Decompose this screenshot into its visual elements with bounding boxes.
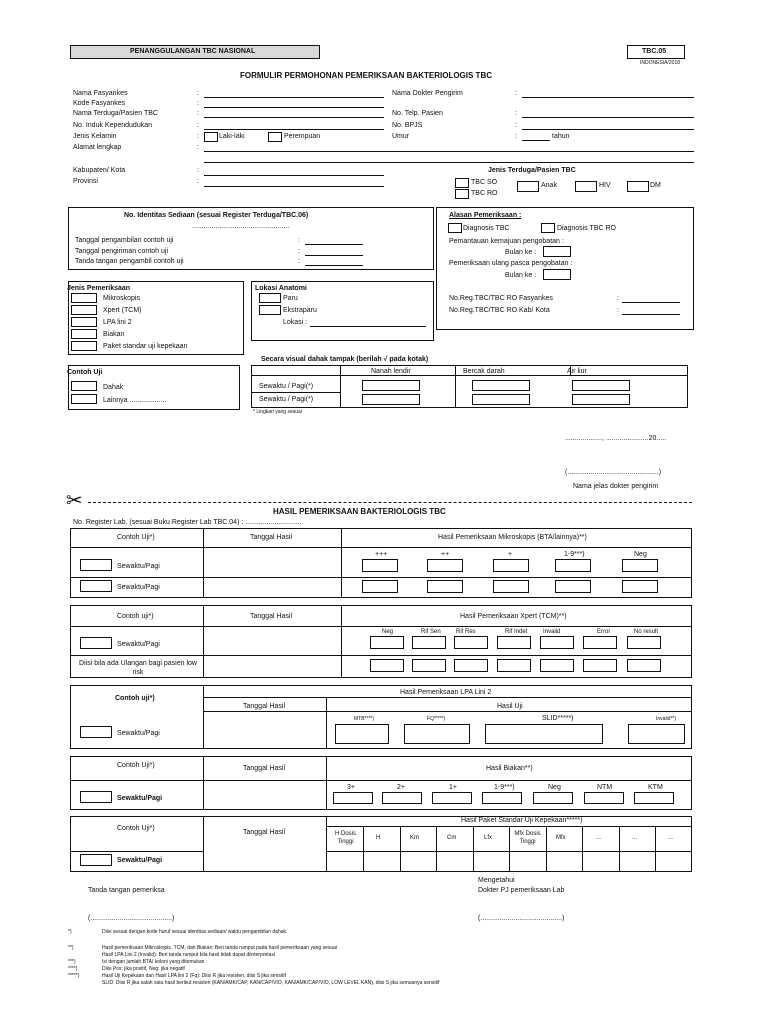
- checkbox-paket-sample[interactable]: [80, 854, 112, 866]
- biakan-contoh-uji: Contoh Uji*): [117, 762, 155, 769]
- field-tgl-ambil[interactable]: [305, 244, 363, 245]
- colon: :: [515, 90, 517, 97]
- label-reg-fasy: No.Reg.TBC/TBC RO Fasyankes: [449, 295, 553, 302]
- label-dokter: Nama Dokter Pengirim: [392, 90, 463, 97]
- note-mark-1: *): [68, 929, 72, 935]
- label-lpa: LPA lini 2: [103, 319, 132, 326]
- biakan-c2[interactable]: [382, 792, 422, 804]
- mikro-r2-c5[interactable]: [622, 580, 658, 593]
- visual-col-bercak: Bercak darah: [463, 368, 505, 375]
- paket-sewaktu: Sewaktu/Pagi: [117, 857, 163, 864]
- note-text-6: Hasil Uji Kepekaan dan Hasil LPA lini 2 (Fq): Diisi R jika resisten, diisi S jika sensitif: [102, 973, 286, 979]
- checkbox-tbc-so[interactable]: [455, 178, 469, 188]
- paket-col-mfxdt: Mfx Dosis Tinggi: [514, 831, 541, 845]
- paket-col-etc3: ...: [668, 835, 674, 841]
- divider: [326, 697, 327, 749]
- field-reg-fasy[interactable]: [622, 302, 680, 303]
- lpa-mtb-box[interactable]: [335, 724, 389, 744]
- note-mark-6: *****): [68, 973, 80, 979]
- paket-tgl-hasil: Tanggal Hasil: [243, 829, 286, 836]
- checkbox-nanah-1[interactable]: [362, 380, 420, 391]
- visual-row-1: Sewaktu / Pagi(*): [259, 383, 314, 390]
- biakan-tgl-hasil: Tanggal Hasil: [243, 765, 286, 772]
- mikro-r1-c4[interactable]: [555, 559, 591, 572]
- divider: [70, 626, 692, 627]
- visual-col-air: Air liur: [567, 368, 587, 375]
- field-ttd-pengambil[interactable]: [305, 265, 363, 266]
- xpert-r1-c6[interactable]: [583, 636, 617, 649]
- divider: [473, 826, 474, 872]
- contoh-uji-title: Contoh Uji: [67, 369, 103, 376]
- bracket-dokter-pj[interactable]: (..........................................): [478, 915, 565, 922]
- field-reg-kab[interactable]: [622, 314, 680, 315]
- colon: :: [298, 248, 300, 255]
- xpert-col-rifres: Rif Res: [456, 629, 476, 635]
- checkbox-air-2[interactable]: [572, 394, 630, 405]
- dokter-pj: Dokter PJ pemeriksaan Lab: [478, 887, 565, 894]
- label-mikroskopis: Mikroskopis: [103, 295, 140, 302]
- lpa-invalid-box[interactable]: [628, 724, 685, 744]
- checkbox-mikro-sample-1[interactable]: [80, 559, 112, 571]
- biakan-c4[interactable]: [482, 792, 522, 804]
- paket-contoh-uji: Contoh Uji*): [117, 825, 155, 832]
- mikro-col-1-9: 1-9***): [564, 551, 585, 558]
- divider: [70, 547, 692, 548]
- checkbox-bercak-2[interactable]: [472, 394, 530, 405]
- checkbox-ekstraparu[interactable]: [259, 305, 281, 315]
- mikro-title: Hasil Pemeriksaan Mikroskopis (BTA/lainnya)**): [438, 534, 587, 541]
- xpert-r2-c4[interactable]: [497, 659, 531, 672]
- xpert-r2-c5[interactable]: [540, 659, 574, 672]
- biakan-col-ntm: NTM: [597, 784, 613, 791]
- biakan-sewaktu: Sewaktu/Pagi: [117, 795, 163, 802]
- checkbox-paket[interactable]: [71, 341, 97, 351]
- checkbox-lainnya[interactable]: [71, 394, 97, 404]
- label-alamat: Alamat lengkap: [73, 144, 122, 151]
- checkbox-hiv[interactable]: [575, 181, 597, 192]
- divider: [70, 780, 692, 781]
- mikro-r2-c3[interactable]: [493, 580, 529, 593]
- divider: [582, 826, 583, 872]
- label-hiv: HIV: [599, 182, 611, 189]
- xpert-r1-c3[interactable]: [454, 636, 488, 649]
- note-text-1: Diisi sesuai dengan kode huruf sesuai identitas sediaan/ waktu pengambilan dahak.: [102, 929, 288, 935]
- biakan-col-1plus: 1+: [449, 784, 457, 791]
- paket-section: [70, 816, 692, 872]
- field-nama-fasyankes[interactable]: [204, 97, 384, 98]
- label-bulan1: Bulan ke :: [505, 249, 537, 256]
- paket-col-cm: Cm: [447, 835, 457, 841]
- note-text-7: SLID: Diisi R jika salah satu hasil berikut resisten (KAN/AMK/CAP, KAN/CAP/VIO, KAN/AMK/CAP/VIO, LOW LEVEL KAN), diisi S jika semuanya sensitif: [102, 980, 440, 986]
- mikro-tgl-hasil: Tanggal Hasil: [250, 534, 293, 541]
- divider: [251, 392, 340, 393]
- checkbox-bercak-1[interactable]: [472, 380, 530, 391]
- note-text-5: Diisi Pos: jika positif, Neg: jika negatif: [102, 966, 185, 972]
- colon: :: [617, 295, 619, 302]
- field-lokasi[interactable]: [310, 326, 426, 327]
- field-umur[interactable]: [522, 140, 550, 141]
- checkbox-lpa[interactable]: [71, 317, 97, 327]
- label-tgl-kirim: Tanggal pengiriman contoh uji: [75, 248, 169, 255]
- divider: [436, 826, 437, 872]
- xpert-sewaktu: Sewaktu/Pagi: [117, 641, 160, 648]
- field-alamat[interactable]: [204, 151, 694, 152]
- jenis-terduga-title: Jenis Terduga/Pasien TBC: [488, 167, 576, 174]
- colon: :: [617, 307, 619, 314]
- xpert-r1-c5[interactable]: [540, 636, 574, 649]
- checkbox-xpert-sample-1[interactable]: [80, 637, 112, 649]
- mikro-r2-c4[interactable]: [555, 580, 591, 593]
- xpert-r1-c7[interactable]: [627, 636, 661, 649]
- mikro-col-neg: Neg: [634, 551, 647, 558]
- xpert-r2-c2[interactable]: [412, 659, 446, 672]
- divider: [619, 826, 620, 872]
- checkbox-xpert[interactable]: [71, 305, 97, 315]
- paket-col-km: Km: [410, 835, 419, 841]
- signature-date[interactable]: ..................., ......................20.....: [565, 435, 667, 442]
- lpa-tgl-hasil: Tanggal Hasil: [243, 703, 286, 710]
- colon: :: [197, 167, 199, 174]
- label-diag-tbc: Diagnosis TBC: [463, 225, 510, 232]
- jenis-pemeriksaan-title: Jenis Pemeriksaan: [67, 285, 131, 292]
- checkbox-lpa-sample[interactable]: [80, 726, 112, 738]
- mikro-sewaktu-1: Sewaktu/Pagi: [117, 563, 160, 570]
- checkbox-dm[interactable]: [627, 181, 649, 192]
- colon: :: [197, 122, 199, 129]
- label-jenis-kelamin: Jenis Kelamin: [73, 133, 117, 140]
- lpa-col-invalid: Invalid**): [656, 716, 677, 722]
- divider: [203, 756, 204, 810]
- lpa-col-slid: SLID*****): [542, 715, 574, 722]
- note-mark-5: ****): [68, 966, 78, 972]
- sediaan-dots[interactable]: ..................................................: [192, 223, 290, 230]
- lpa-contoh-uji: Contoh uji*): [115, 695, 155, 702]
- colon: :: [197, 100, 199, 107]
- mikro-r2-c2[interactable]: [427, 580, 463, 593]
- xpert-col-invalid: Invalid: [543, 629, 561, 635]
- colon: :: [298, 237, 300, 244]
- xpert-r2-c3[interactable]: [454, 659, 488, 672]
- note-text-3: Hasil LPA Lini 2 (Invalid): Beri tanda rumput bila hasil tidak dapat diinterpretasi: [102, 952, 276, 958]
- label-tgl-ambil: Tanggal pengambilan contoh uji: [75, 237, 174, 244]
- divider: [203, 605, 204, 678]
- xpert-r1-c4[interactable]: [497, 636, 531, 649]
- form-title: FORMULIR PERMOHONAN PEMERIKSAAN BAKTERIOLOGIS TBC: [240, 71, 492, 80]
- lpa-hasil-uji: Hasil Uji: [497, 703, 523, 710]
- divider: [341, 528, 342, 598]
- mikro-col-3plus: +++: [375, 551, 388, 558]
- label-paru: Paru: [283, 295, 298, 302]
- label-tahun: tahun: [552, 133, 570, 140]
- paket-col-h: H: [376, 835, 381, 841]
- biakan-c3[interactable]: [432, 792, 472, 804]
- note-text-4: Isi dengan jumlah BTA/ koloni yang ditemukan: [102, 959, 205, 965]
- label-dm: DM: [650, 182, 661, 189]
- label-tbc-ro: TBC RO: [471, 190, 498, 197]
- field-kode-fasyankes[interactable]: [204, 107, 384, 108]
- lpa-fq-box[interactable]: [404, 724, 470, 744]
- label-nama-terduga: Nama Terduga/Pasien TBC: [73, 110, 158, 117]
- label-bpjs: No. BPJS: [392, 122, 423, 129]
- label-lokasi: Lokasi :: [283, 319, 308, 326]
- divider: [203, 685, 204, 749]
- checkbox-diag-ro[interactable]: [541, 223, 555, 233]
- colon: :: [197, 133, 199, 140]
- xpert-col-neg: Neg: [382, 629, 394, 635]
- mikro-sewaktu-2: Sewaktu/Pagi: [117, 584, 160, 591]
- label-umur: Umur: [392, 133, 410, 140]
- lpa-col-fq: FQ*****): [427, 716, 446, 722]
- field-bpjs[interactable]: [522, 129, 694, 130]
- cut-line: [88, 502, 692, 503]
- colon: :: [197, 178, 199, 185]
- biakan-c5[interactable]: [533, 792, 573, 804]
- ttd-pemeriksa: Tanda tangan pemeriksa: [88, 887, 165, 894]
- checkbox-perempuan[interactable]: [268, 132, 282, 142]
- field-provinsi[interactable]: [204, 186, 384, 187]
- field-kabupaten[interactable]: [204, 175, 384, 176]
- divider: [341, 605, 342, 678]
- label-dahak: Dahak: [103, 384, 124, 391]
- label-laki: Laki-laki: [219, 133, 245, 140]
- field-tgl-kirim[interactable]: [305, 255, 363, 256]
- divider: [203, 528, 204, 598]
- lokasi-title: Lokasi Anatomi: [255, 285, 307, 292]
- sediaan-title: No. Identitas Sediaan (sesuai Register Terduga/TBC.06): [124, 212, 309, 219]
- colon: :: [515, 133, 517, 140]
- biakan-col-2plus: 2+: [397, 784, 405, 791]
- checkbox-laki[interactable]: [204, 132, 218, 142]
- biakan-c7[interactable]: [634, 792, 674, 804]
- xpert-col-rifsen: Rif Sen: [421, 629, 441, 635]
- xpert-title: Hasil Pemeriksaan Xpert (TCM)**): [460, 613, 567, 620]
- checkbox-biakan[interactable]: [71, 329, 97, 339]
- label-ulang: Pemeriksaan ulang pasca pengobatan :: [449, 260, 573, 267]
- label-paket: Paket standar uji kepekaan: [103, 343, 188, 350]
- paket-col-lfx: Lfx: [484, 835, 493, 841]
- colon: :: [197, 144, 199, 151]
- checkbox-paru[interactable]: [259, 293, 281, 303]
- divider: [363, 826, 364, 872]
- xpert-col-noresult: No result: [634, 629, 659, 635]
- paket-col-hdt: H Dosis Tinggi: [334, 831, 356, 845]
- label-lainnya: Lainnya ...................: [103, 397, 167, 404]
- divider: [70, 655, 692, 656]
- divider: [203, 697, 692, 698]
- visual-title: Secara visual dahak tampak (berilah √ pada kotak): [261, 356, 429, 363]
- field-dokter[interactable]: [522, 97, 694, 98]
- lpa-title: Hasil Pemeriksaan LPA Lini 2: [400, 689, 492, 696]
- alasan-title: Alasan Pemeriksaan :: [449, 212, 522, 219]
- xpert-r1-c1[interactable]: [370, 636, 404, 649]
- checkbox-anak[interactable]: [517, 181, 539, 192]
- xpert-note: Diisi bila ada Ulangan bagi pasien low risk: [79, 660, 197, 676]
- field-alamat-2[interactable]: [204, 162, 694, 163]
- mikro-r1-c3[interactable]: [493, 559, 529, 572]
- checkbox-tbc-ro[interactable]: [455, 189, 469, 199]
- paket-col-mfx: Mfx: [556, 835, 566, 841]
- mikro-r1-c1[interactable]: [362, 559, 398, 572]
- xpert-r1-c2[interactable]: [412, 636, 446, 649]
- visual-footnote: * Lingkari yang sesuai: [253, 409, 302, 415]
- colon: :: [197, 90, 199, 97]
- label-ttd-pengambil: Tanda tangan pengambil contoh uji: [75, 258, 184, 265]
- divider: [203, 711, 692, 712]
- checkbox-mikroskopis[interactable]: [71, 293, 97, 303]
- divider: [326, 756, 327, 810]
- label-anak: Anak: [541, 182, 557, 189]
- mengetahui: Mengetahui: [478, 877, 515, 884]
- label-diag-ro: Diagnosis TBC RO: [557, 225, 617, 232]
- field-bulan2[interactable]: [543, 269, 571, 280]
- label-xpert: Xpert (TCM): [103, 307, 142, 314]
- divider: [326, 816, 327, 872]
- divider: [203, 816, 204, 872]
- colon: :: [515, 110, 517, 117]
- visual-row-2: Sewaktu / Pagi(*): [259, 396, 314, 403]
- paket-col-etc2: ...: [632, 835, 638, 841]
- country-year: INDONESIA/2018: [640, 60, 681, 66]
- lpa-col-mtb: MTB****): [354, 716, 375, 722]
- program-name: PENANGGULANGAN TBC NASIONAL: [130, 48, 256, 55]
- field-nik[interactable]: [204, 129, 384, 130]
- divider: [70, 851, 203, 852]
- biakan-c6[interactable]: [584, 792, 624, 804]
- hasil-title: HASIL PEMERIKSAAN BAKTERIOLOGIS TBC: [273, 507, 446, 516]
- note-mark-4: ***): [68, 959, 76, 965]
- checkbox-biakan-sample[interactable]: [80, 791, 112, 803]
- label-biakan: Biakan: [103, 331, 125, 338]
- divider: [455, 365, 456, 408]
- paket-col-etc1: ...: [596, 835, 602, 841]
- divider: [70, 577, 692, 578]
- divider: [546, 826, 547, 872]
- biakan-title: Hasil Biakan**): [486, 765, 533, 772]
- xpert-contoh-uji: Contoh uji*): [117, 613, 154, 620]
- mikro-r1-c5[interactable]: [622, 559, 658, 572]
- biakan-col-3plus: 3+: [347, 784, 355, 791]
- note-text-2: Hasil pemeriksaan Mikroskopis, TCM, dan Biakan: Beri tanda rumput pada hasil pemeriksaan yang sesuai: [102, 945, 338, 951]
- scissors-icon: ✂: [66, 490, 83, 512]
- xpert-r2-c6[interactable]: [583, 659, 617, 672]
- label-tbc-so: TBC SO: [471, 179, 498, 186]
- lpa-slid-box[interactable]: [485, 724, 603, 744]
- checkbox-mikro-sample-2[interactable]: [80, 580, 112, 592]
- label-nama-fasyankes: Nama Fasyankes: [73, 90, 128, 97]
- lpa-sewaktu: Sewaktu/Pagi: [117, 730, 160, 737]
- biakan-c1[interactable]: [333, 792, 373, 804]
- xpert-col-rifindet: Rif Indet: [505, 629, 528, 635]
- mikro-col-1plus: +: [508, 551, 513, 558]
- biakan-col-neg: Neg: [548, 784, 561, 791]
- checkbox-air-1[interactable]: [572, 380, 630, 391]
- label-pemantauan: Pemantauan kemajuan pengobatan :: [449, 238, 564, 245]
- colon: :: [515, 122, 517, 129]
- label-bulan2: Bulan ke :: [505, 272, 537, 279]
- biakan-col-1-9: 1-9***): [494, 784, 515, 791]
- checkbox-nanah-2[interactable]: [362, 394, 420, 405]
- label-provinsi: Provinsi: [73, 178, 98, 185]
- divider: [400, 826, 401, 872]
- label-kabupaten: Kabupaten/ Kota: [73, 167, 126, 174]
- field-telp[interactable]: [522, 117, 694, 118]
- mikro-r1-c2[interactable]: [427, 559, 463, 572]
- signature-name: Nama jelas dokter pengirim: [573, 483, 659, 490]
- field-bulan1[interactable]: [543, 246, 571, 257]
- label-perempuan: Perempuan: [284, 133, 321, 140]
- form-code: TBC.05: [642, 48, 667, 55]
- note-mark-2: **): [68, 945, 74, 951]
- colon: :: [197, 110, 199, 117]
- xpert-r2-c1[interactable]: [370, 659, 404, 672]
- bracket-pemeriksa[interactable]: (..........................................): [88, 915, 175, 922]
- divider: [340, 365, 341, 408]
- signature-bracket[interactable]: (...............................................): [565, 469, 662, 476]
- xpert-tgl-hasil: Tanggal Hasil: [250, 613, 293, 620]
- label-kode-fasyankes: Kode Fasyankes: [73, 100, 126, 107]
- hasil-reg-lab: No. Register Lab. (sesuai Buku Register Lab TBC.04) : .............................: [73, 519, 302, 526]
- checkbox-diag-tbc[interactable]: [448, 223, 462, 233]
- xpert-col-error: Error: [597, 629, 611, 635]
- visual-col-nanah: Nanah lendir: [371, 368, 411, 375]
- colon: :: [298, 258, 300, 265]
- label-reg-kab: No.Reg.TBC/TBC RO Kab/ Kota: [449, 307, 550, 314]
- label-nik: No. Induk Kependudukan: [73, 122, 153, 129]
- mikro-col-2plus: ++: [441, 551, 450, 558]
- checkbox-dahak[interactable]: [71, 381, 97, 391]
- field-nama-terduga[interactable]: [204, 117, 384, 118]
- mikro-r2-c1[interactable]: [362, 580, 398, 593]
- mikro-contoh-uji: Contoh Uji*): [117, 534, 155, 541]
- paket-title: Hasil Paket Standar Uji Kepekaan*****): [461, 817, 583, 824]
- xpert-r2-c7[interactable]: [627, 659, 661, 672]
- biakan-col-ktm: KTM: [648, 784, 663, 791]
- label-ekstraparu: Ekstraparu: [283, 307, 317, 314]
- divider: [655, 826, 656, 872]
- label-telp: No. Telp. Pasien: [392, 110, 443, 117]
